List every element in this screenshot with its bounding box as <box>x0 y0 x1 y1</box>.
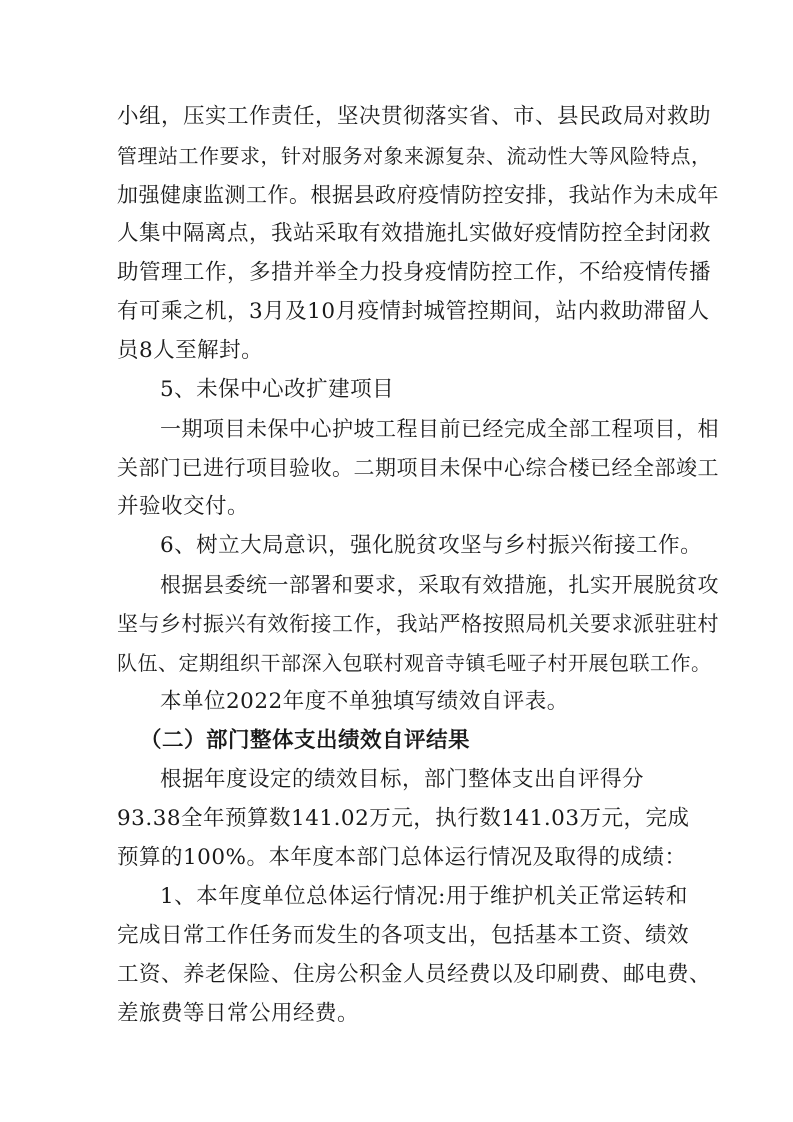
paragraph-line: 管理站工作要求，针对服务对象来源复杂、流动性大等风险特点， <box>117 144 712 168</box>
paragraph-line: 小组，压实工作责任，坚决贯彻落实省、市、县民政局对救助 <box>117 104 712 129</box>
section-heading: 5、未保中心改扩建项目 <box>160 377 395 402</box>
paragraph-line: 预算的100%。本年度本部门总体运行情况及取得的成绩： <box>117 845 687 870</box>
paragraph-line: 93.38全年预算数141.02万元，执行数141.03万元，完成 <box>117 806 690 831</box>
paragraph-line: 一期项目未保中心护坡工程目前已经完成全部工程项目，相 <box>160 417 719 441</box>
paragraph-line: 有可乘之机，3月及10月疫情封城管控期间，站内救助滞留人 <box>117 299 710 324</box>
paragraph-line: 坚与乡村振兴有效衔接工作，我站严格按照局机关要求派驻驻村 <box>117 612 719 636</box>
paragraph-line: 差旅费等日常公用经费。 <box>117 1001 360 1026</box>
section-heading: （二）部门整体支出绩效自评结果 <box>140 728 471 753</box>
paragraph-line: 加强健康监测工作。根据县政府疫情防控安排，我站作为未成年 <box>117 183 719 207</box>
paragraph-line: 根据年度设定的绩效目标，部门整体支出自评得分 <box>160 767 645 792</box>
paragraph-line: 根据县委统一部署和要求，采取有效措施，扎实开展脱贫攻 <box>160 573 719 597</box>
paragraph-line: 人集中隔离点，我站采取有效措施扎实做好疫情防控全封闭救 <box>117 221 712 246</box>
section-heading: 6、树立大局意识，强化脱贫攻坚与乡村振兴衔接工作。 <box>160 533 703 558</box>
paragraph-line: 助管理工作，多措并举全力投身疫情防控工作，不给疫情传播 <box>117 260 712 285</box>
paragraph-line: 并验收交付。 <box>117 494 250 519</box>
paragraph-line: 关部门已进行项目验收。二期项目未保中心综合楼已经全部竣工 <box>117 456 719 480</box>
paragraph-line: 本单位2022年度不单独填写绩效自评表。 <box>160 689 569 714</box>
paragraph-line: 工资、养老保险、住房公积金人员经费以及印刷费、邮电费、 <box>117 962 712 987</box>
paragraph-line: 员8人至解封。 <box>117 338 264 363</box>
paragraph-line: 队伍、定期组织干部深入包联村观音寺镇毛哑子村开展包联工作。 <box>117 651 712 675</box>
paragraph-line: 1、本年度单位总体运行情况:用于维护机关正常运转和 <box>160 884 688 909</box>
paragraph-line: 完成日常工作任务而发生的各项支出，包括基本工资、绩效 <box>117 923 690 948</box>
